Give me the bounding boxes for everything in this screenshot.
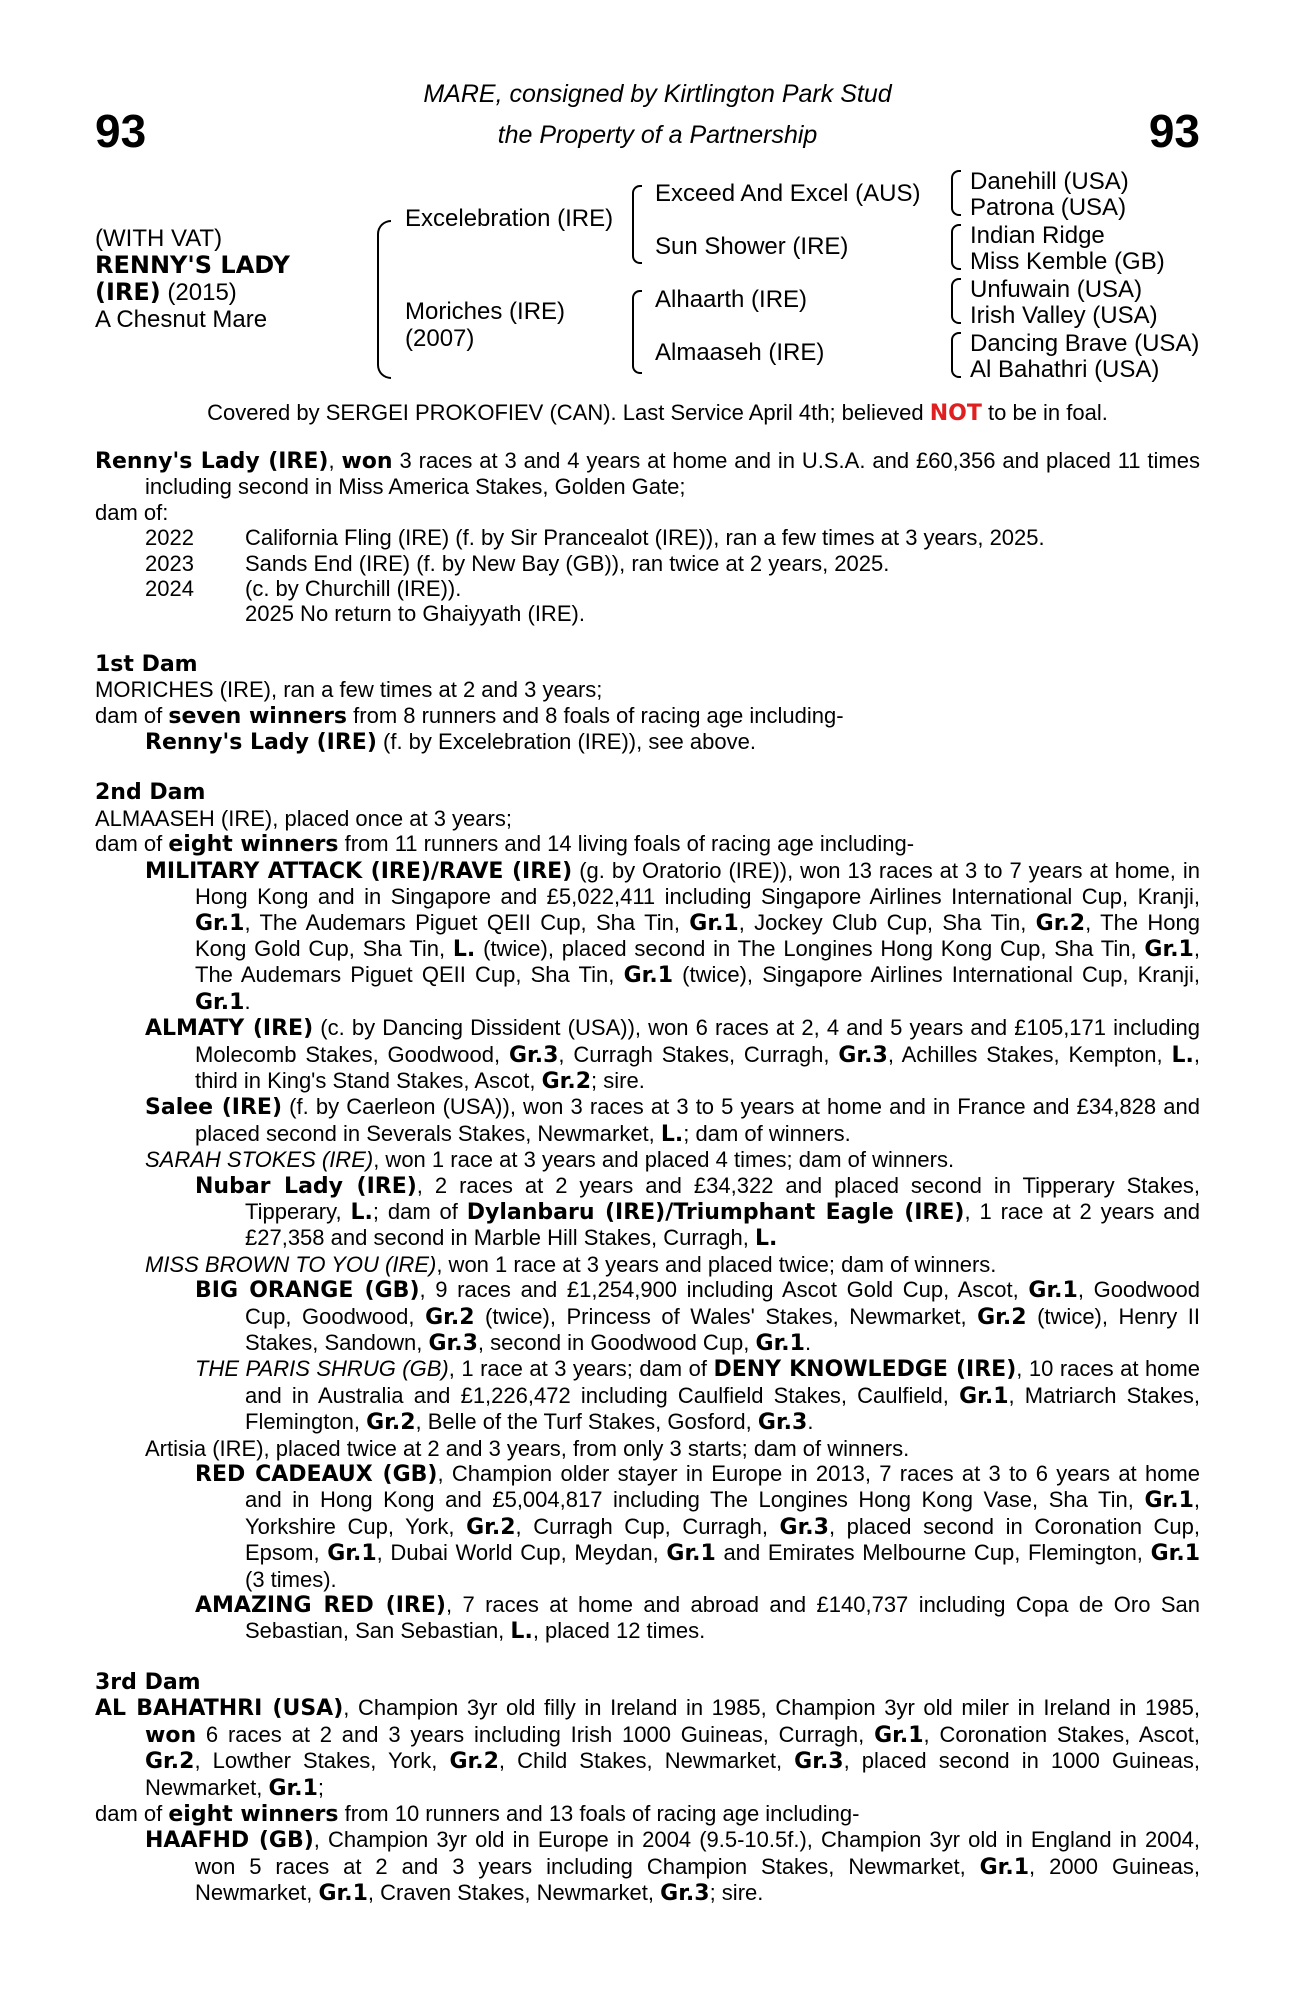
ancestor: Indian Ridge	[970, 222, 1105, 249]
dam-year: (2007)	[405, 325, 475, 352]
pedigree-brace	[951, 170, 961, 216]
pedigree-brace	[951, 224, 961, 270]
sire: Excelebration (IRE)	[405, 205, 614, 232]
second-dam-produce: Salee (IRE) (f. by Caerleon (USA)), won 3 races at 3 to 5 years at home and in France and £34,828 and placed second in Severals Stakes, Newmarket, L.; dam of winners.	[145, 1094, 1200, 1147]
first-dam-text: dam of seven winners from 8 runners and 8 foals of racing age including-	[95, 702, 844, 729]
property-line: the Property of a Partnership	[497, 121, 818, 149]
dam-dam: Almaaseh (IRE)	[655, 339, 825, 366]
third-dam-heading: 3rd Dam	[95, 1669, 201, 1695]
second-dam-produce: ALMATY (IRE) (c. by Dancing Dissident (USA)), won 6 races at 2, 4 and 5 years and £105,171 including Molecomb Stakes, Goodwood, Gr.3, Curragh Stakes, Curragh, Gr.3, Achilles Stakes, Kempton, L., third in King's Stand Stakes, Ascot, Gr.2; sire.	[145, 1015, 1200, 1094]
dam: Moriches (IRE)	[405, 298, 566, 325]
first-dam-text: MORICHES (IRE), ran a few times at 2 and 3 years;	[95, 677, 603, 703]
ancestor: Danehill (USA)	[970, 168, 1129, 195]
third-dam-produce: HAAFHD (GB), Champion 3yr old in Europe in 2004 (9.5-10.5f.), Champion 3yr old in England in 2004, won 5 races at 2 and 3 years including Champion Stakes, Newmarket, Gr.1, 2000 Guineas, Newmarket, Gr.1, Craven Stakes, Newmarket, Gr.3; sire.	[145, 1827, 1201, 1907]
second-dam-text: ALMAASEH (IRE), placed once at 3 years;	[95, 805, 512, 831]
second-dam-produce: MILITARY ATTACK (IRE)/RAVE (IRE) (g. by Oratorio (IRE)), won 13 races at 3 to 7 years at home, in Hong Kong and in Singapore and £5,022,411 including Singapore Airlines International Cup, Kranji, Gr.1, The Audemars Piguet QEII Cup, Sha Tin, Gr.1, Jockey Club Cup, Sha Tin, Gr.2, The Hong Kong Gold Cup, Sha Tin, L. (twice), placed second in The Longines Hong Kong Cup, Sha Tin, Gr.1, The Audemars Piguet QEII Cup, Sha Tin, Gr.1 (twice), Singapore Airlines International Cup, Kranji, Gr.1.	[145, 857, 1201, 1015]
sire-sire: Exceed And Excel (AUS)	[655, 180, 921, 207]
second-dam-heading: 2nd Dam	[95, 780, 206, 806]
pedigree-brace	[951, 332, 961, 378]
ancestor: Patrona (USA)	[970, 194, 1127, 221]
horse-name: RENNY'S LADY	[95, 251, 290, 279]
produce-row: 2023 Sands End (IRE) (f. by New Bay (GB)), ran twice at 2 years, 2025.	[145, 550, 890, 576]
horse-description: A Chesnut Mare	[95, 306, 268, 333]
pedigree-brace	[632, 185, 642, 264]
produce-row: 2024 (c. by Churchill (IRE)).	[145, 576, 462, 602]
second-dam-grandproduce: AMAZING RED (IRE), 7 races at home and abroad and £140,737 including Copa de Oro San Sebastian, San Sebastian, L., placed 12 times.	[195, 1592, 1200, 1645]
consignment-line: MARE, consigned by Kirtlington Park Stud	[423, 80, 892, 108]
second-dam-grandproduce: BIG ORANGE (GB), 9 races and £1,254,900 including Ascot Gold Cup, Ascot, Gr.1, Goodwood Cup, Goodwood, Gr.2 (twice), Princess of Wales' Stakes, Newmarket, Gr.2 (twice), Henry II Stakes, Sandown, Gr.3, second in Goodwood Cup, Gr.1.	[195, 1277, 1200, 1356]
produce-row: 2025 No return to Ghaiyyath (IRE).	[245, 601, 585, 627]
covering-note: Covered by SERGEI PROKOFIEV (CAN). Last Service April 4th; believed NOT to be in foal.	[207, 400, 1108, 426]
vat-label: (WITH VAT)	[95, 225, 223, 252]
produce-record	[95, 448, 1200, 1907]
lot-number-right: 93	[1148, 105, 1200, 157]
ancestor: Irish Valley (USA)	[970, 302, 1158, 329]
second-dam-grandproduce: Nubar Lady (IRE), 2 races at 2 years and £34,322 and placed second in Tipperary Stakes, Tipperary, L.; dam of Dylanbaru (IRE)/Triumphant Eagle (IRE), 1 race at 2 years and £27,358 and second in Marble Hill Stakes, Curragh, L.	[195, 1172, 1200, 1252]
produce-row: 2022 California Fling (IRE) (f. by Sir Prancealot (IRE)), ran a few times at 3 years, 2025.	[145, 525, 1045, 551]
second-dam-produce: SARAH STOKES (IRE), won 1 race at 3 years and placed 4 times; dam of winners.	[145, 1147, 955, 1173]
second-dam-grandproduce: RED CADEAUX (GB), Champion older stayer in Europe in 2013, 7 races at 3 to 6 years at home and in Hong Kong and £5,004,817 including The Longines Hong Kong Vase, Sha Tin, Gr.1, Yorkshire Cup, York, Gr.2, Curragh Cup, Curragh, Gr.3, placed second in Coronation Cup, Epsom, Gr.1, Dubai World Cup, Meydan, Gr.1 and Emirates Melbourne Cup, Flemington, Gr.1 (3 times).	[195, 1461, 1201, 1592]
dam-sire: Alhaarth (IRE)	[655, 286, 808, 313]
dam-of-label: dam of:	[95, 499, 169, 525]
pedigree-brace	[951, 278, 961, 324]
ancestor: Al Bahathri (USA)	[970, 356, 1160, 383]
ancestor: Dancing Brave (USA)	[970, 330, 1200, 357]
horse-origin-year: (IRE) (2015)	[95, 278, 237, 306]
third-dam-text: AL BAHATHRI (USA), Champion 3yr old filly in Ireland in 1985, Champion 3yr old miler in Ireland in 1985, won 6 races at 2 and 3 years including Irish 1000 Guineas, Curragh, Gr.1, Coronation Stakes, Ascot, Gr.2, Lowther Stakes, York, Gr.2, Child Stakes, Newmarket, Gr.3, placed second in 1000 Guineas, Newmarket, Gr.1;	[95, 1695, 1200, 1801]
mare-summary: Renny's Lady (IRE), won 3 races at 3 and 4 years at home and in U.S.A. and £60,356 and placed 11 times including second in Miss America Stakes, Golden Gate;	[95, 448, 1200, 500]
pedigree-brace	[377, 220, 391, 379]
second-dam-text: dam of eight winners from 11 runners and 14 living foals of racing age including-	[95, 831, 915, 858]
second-dam-grandproduce: THE PARIS SHRUG (GB), 1 race at 3 years; dam of DENY KNOWLEDGE (IRE), 10 races at home and in Australia and £1,226,472 including Caulfield Stakes, Caulfield, Gr.1, Matriarch Stakes, Flemington, Gr.2, Belle of the Turf Stakes, Gosford, Gr.3.	[195, 1356, 1200, 1436]
pedigree-table	[95, 170, 1235, 390]
pedigree-brace	[632, 290, 642, 374]
ancestor: Miss Kemble (GB)	[970, 248, 1165, 275]
first-dam-produce: Renny's Lady (IRE) (f. by Excelebration (IRE)), see above.	[145, 729, 756, 756]
second-dam-produce: Artisia (IRE), placed twice at 2 and 3 years, from only 3 starts; dam of winners.	[145, 1435, 910, 1461]
first-dam-heading: 1st Dam	[95, 651, 198, 677]
lot-number-left: 93	[95, 105, 147, 157]
third-dam-text: dam of eight winners from 10 runners and 13 foals of racing age including-	[95, 1800, 860, 1827]
ancestor: Unfuwain (USA)	[970, 276, 1143, 303]
not-in-foal-flag: NOT	[929, 401, 982, 426]
second-dam-produce: MISS BROWN TO YOU (IRE), won 1 race at 3 years and placed twice; dam of winners.	[145, 1251, 997, 1277]
sire-dam: Sun Shower (IRE)	[655, 233, 849, 260]
